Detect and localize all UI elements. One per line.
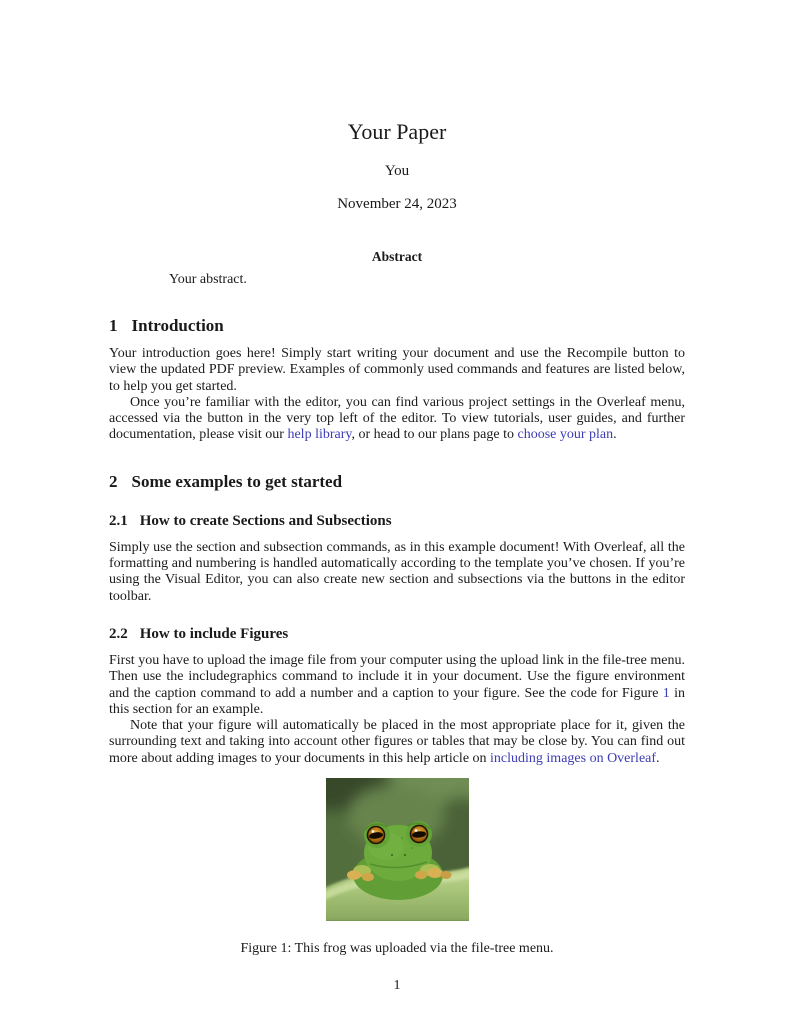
choose-your-plan-link[interactable]: choose your plan	[517, 427, 614, 443]
intro-paragraph-2	[109, 395, 685, 444]
abstract-text: Your abstract.	[169, 272, 247, 287]
section-title: Some examples to get started	[131, 471, 343, 491]
intro-paragraph-1: Your introduction goes here! Simply start writing your document and use the Recompile button to view the updated PDF preview. Examples of commonly used commands and features are listed below, to help you get started.	[109, 346, 685, 394]
subsection-sections-heading	[109, 513, 685, 530]
sections-paragraph: Simply use the section and subsection commands, as in this example document! With Overleaf, all the formatting and numbering is handled automatically according to the template you’ve chosen. If you’re using the Visual Editor, you can also create new section and subsections via the buttons in the editor toolbar.	[109, 539, 685, 604]
text-segment: Once you’re familiar with the editor, you can find various project settings in the Overleaf menu, accessed via the button in the very top left of the editor. To view tutorials, user guides, and further documentation, please visit our	[109, 394, 685, 443]
paper-date: November 24, 2023	[337, 196, 457, 212]
text-segment: in this section for an example.	[109, 685, 685, 717]
frog-photo	[326, 778, 469, 921]
subsection-number: 2.2	[109, 625, 128, 642]
figure-caption: Figure 1: This frog was uploaded via the file-tree menu.	[240, 941, 554, 957]
text-segment: First you have to upload the image file from your computer using the upload link in the file-tree menu. Then use the includegraphics command to include it in your document. Use the figure environment and the caption command to add a number and a caption to your figure. See the code for Figure	[109, 652, 685, 701]
figures-paragraph-2	[109, 718, 685, 767]
section-title: Introduction	[131, 316, 224, 335]
section-examples-heading	[109, 472, 685, 492]
paper-author: You	[384, 163, 410, 179]
text-segment: , or head to our plans page to	[351, 427, 518, 443]
section-number: 2	[109, 471, 118, 491]
subsection-title: How to create Sections and Subsections	[139, 512, 392, 529]
figure-1	[109, 778, 685, 957]
abstract-heading: Abstract	[371, 249, 423, 264]
help-library-link[interactable]: help library	[287, 427, 352, 443]
text-segment: .	[613, 427, 617, 443]
section-number: 1	[109, 316, 118, 335]
text-segment: Note that your figure will automatically be placed in the most appropriate place for it, given the surrounding text and taking into account other figures or tables that may be close by. You can find out more about adding images to your documents in this help article on	[109, 718, 685, 766]
text-segment: .	[656, 750, 660, 766]
subsection-title: How to include Figures	[139, 625, 289, 642]
subsection-number: 2.1	[109, 512, 128, 529]
section-introduction-heading	[109, 316, 685, 336]
subsection-figures-heading	[109, 626, 685, 643]
figure-1-reference-link[interactable]: 1	[662, 685, 670, 701]
page-number: 1	[393, 978, 401, 993]
figures-paragraph-1	[109, 653, 685, 718]
including-images-link[interactable]: including images on Overleaf	[490, 750, 657, 766]
paper-title: Your Paper	[347, 119, 447, 144]
